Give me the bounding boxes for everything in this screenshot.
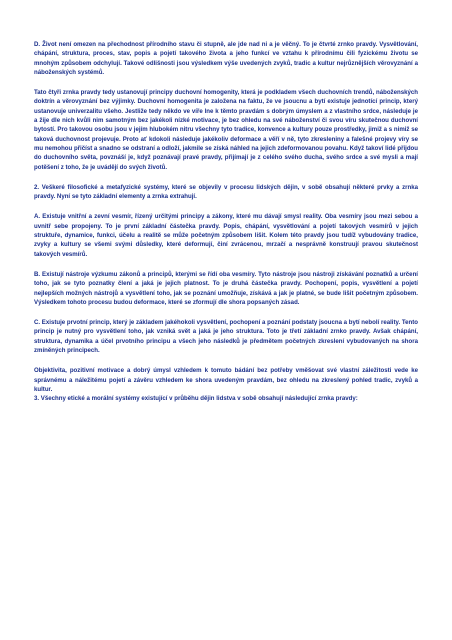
paragraph-spiritual-homogeneity: Tato čtyři zrnka pravdy tedy ustanovují principy duchovní homogenity, která je podkladem všech duchovních trendů, náboženských doktrín a věrovyznání bez výjimky. Duchovní homogenita je založena na faktu, že ve jsoucnu a bytí existuje jednotící princip, který ustanovuje univerzalitu všeho. Jestliže tedy někdo ve víře lne k těmto pravdám s dobrým úmyslem a z vlastního srdce, následuje je a žije dle nich kvůli nim samotným bez jakékoli nízké motivace, je bez ohledu na své náboženství či svou víru skutečnou duchovní bytostí. Pro takovou osobu jsou v jejím hlubokém nitru všechny tyto tradice, konvence a kultury pouze prostředky, jimiž a s nimiž se taková duchovnost projevuje. Proto ať kdokoli následuje jakékoliv deformace a věří v ně, tyto zkresleniny a falešné projevy víry se mu nemohou přičíst a snadno se odstraní a odloží, jakmile se získá náhled na jejich zdeformovanou povahu. Když takoví lidé přijdou do duchovního světa, povznáší je, když poznávají pravé pravdy, přijímají je z celého svého ducha, svého srdce a své mysli a mají potěšení z toho, že je uvádějí do svých životů. xyxy=(34,89,418,171)
paragraph-section-2: 2. Veškeré filosofické a metafyzické systémy, které se objevily v procesu lidských dějin, v sobě obsahují některé prvky a zrnka pravdy. Nyní se tyto základní elementy a zrnka extrahují. xyxy=(34,183,418,201)
paragraph-point-a: A. Existuje vnitřní a zevní vesmír, řízený určitými principy a zákony, které mu dávají smysl reality. Oba vesmíry jsou mezi sebou a uvnitř sebe propojeny. To je první základní částečka pravdy. Popis, chápání, vysvětlování a pojetí takových vesmírů v jejich struktuře, dynamice, funkci, účelu a realitě se může početným způsobem lišit. Kolem této pravdy jsou tudíž vybudovány tradice, zvyky a kultury se všemi svými důsledky, které deformují, činí zvrácenou, mrzačí a nesprávně konstruují pravou skutečnost takových vesmírů. xyxy=(34,213,418,258)
paragraph-point-c: C. Existuje prvotní princip, který je základem jakéhokoli vysvětlení, pochopení a poznání podstaty jsoucna a bytí nebolí reality. Tento princip je nutný pro vysvětlení toho, jak vzniká svět a jaká je jeho struktura. Toto je třetí základní zrnko pravdy. Avšak chápání, struktura, dynamika a účel prvotního principu a všech jeho následků je předmětem početných zkreslení vybudovaných na shora zmíněných principech. xyxy=(34,319,418,355)
paragraph-objectivity: Objektivita, pozitivní motivace a dobrý úmysl vzhledem k tomuto bádání bez potřeby vměšovat své vlastní záležitosti vede ke správnému a náležitému pojetí a závěru vzhledem ke shora uvedeným pravdám, bez ohledu na zkreslený pohled tradic, zvyků a kultur. xyxy=(34,367,418,393)
paragraph-point-d: D. Život není omezen na přechodnost přírodního stavu či stupně, ale jde nad ni a je věčný. To je čtvrté zrnko pravdy. Vysvětlování, chápání, struktura, proces, stav, popis a pojetí takového života a jeho funkcí ve vztahu k přírodnímu čili fyzickému životu se mnohým způsobem odchylují. Takové odlišnosti jsou výsledkem výše uvedených zvyků, tradic a kultur nejrůznějších věrovyznání a náboženských systémů. xyxy=(34,41,418,76)
paragraph-section-3: 3. Všechny etické a morální systémy existující v průběhu dějin lidstva v sobě obsahují následující zrnka pravdy: xyxy=(34,395,358,403)
paragraph-point-b: B. Existují nástroje výzkumu zákonů a principů, kterými se řídí oba vesmíry. Tyto nástroje jsou nástroji získávání poznatků a určení toho, jak se tyto poznatky člení a jaká je jejich platnost. To je druhá částečka pravdy. Pochopení, popis, vysvětlení a pojetí nejlepších možných nástrojů a vysvětlení toho, jak se poznání umožňuje, získává a jak je platné, se bude lišit početným způsobem. Výsledkem tohoto procesu budou deformace, které se zformují dle shora popsaných zásad. xyxy=(34,270,418,306)
